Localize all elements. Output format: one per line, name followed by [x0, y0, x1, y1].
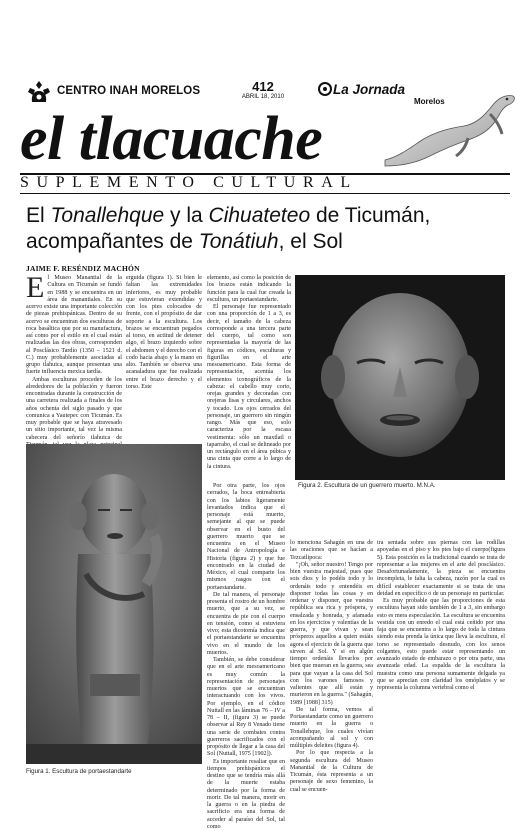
article-column-2 [126, 275, 202, 441]
article-column-1 [26, 275, 122, 441]
article-column-4 [290, 540, 373, 770]
paragraph: tra sentada sobre sus piernas con las rodillas apoyadas en el piso y los pies bajo el cuerpo(figura 5). Esta posición es la tradicional cuando se trata de representar a las mujeres en el arte del posclásico. Desafortunadamente, la pieza se encuentra incompleta, le falta la cabeza, razón por la cual es difícil establecer exactamente si se trata de una deidad en específico o de un personaje en particular. [377, 540, 505, 598]
jornada-logo-icon [318, 82, 332, 96]
article-title: El Tonallehque y la Cihuateteo de Ticumán, acompañantes de Tonátiuh, el Sol [26, 203, 501, 255]
paragraph: "¡Oh, señor nuestro! Tengo por bien vuestra majestad, pues que sois dios y lo podéis todo y lo ordenáis todo y entendéis en disponer todas las cosas y en ordenar y disponer, que vuestra república sea rica y próspera, y ensalzada y honrada, y afamada en los ejercicios y valentías de la guerra, y que vivan y sean prósperos aquellos a quien estáis agora el ejercicio de la guerra que sirven al Sol. Y si en algún tiempo ordenáis llevarlos por bien que mueran en la guerra, sea para que vayan a la casa del Sol con los varones famosos y valientes que allí están y murieron en la guerra." (Sahagún, 1989 [1988] 315) [290, 562, 373, 707]
paragraph: lo menciona Sahagún en una de las oraciones que se hacían a Tezcatlipoca: [290, 540, 373, 562]
paragraph: El personaje fue representado con una proporción de 1 a 3, es decir, el tamaño de la cabeza corresponde a una tercera parte del cuerpo, tal como son representadas la mayoría de las figuras en códices, esculturas y figurillas en el arte mesoamericano. Esta forma de representación, acentúa los elementos iconográficos de la cabeza: el cabello muy corto, orejas grandes y decoradas con orejeras lisas y circulares, anchos y tocado. Los ojos cerrados del personaje, un guerrero sin ningún rango. Más que eso, solo caracteriza por la escasa vestimenta: sólo un maxtlatl o taparrabo, el cual se delineado por un rectángulo en el área púbica y una cinta que corre a lo largo de la cintura. [207, 304, 291, 471]
org-name: CENTRO INAH MORELOS [57, 85, 200, 97]
article-column-5 [377, 540, 505, 770]
figure-1-caption: Figura 1. Escultura de portaestandarte [26, 768, 132, 775]
paragraph: Es muy probable que las proporciones de esta escultura hayan sido también de 1 a 3, sin embargo esto es mera especulación. La escultura se encuentra vestida con un enredo el cual está ceñido por una faja que se encuentra a lo largo de toda la cintura siendo esta prenda la única que lleva la escultura, el torso se representado desnudo, con los senos colgantes, esto puede estar representando un avanzado estado de embarazo o por otra parte, una avanzada edad. La espalda de la escultura la muestra como una persona sumamente delgada ya que se aprecian con claridad los omóplatos y se representa la columna vertebral como el [377, 598, 505, 692]
paragraph: l Museo Manantial de la Cultura en Ticumán se fundó en 1988 y se encuentra en un área de manantiales. En su acervo existe una importante colección de piezas prehispánicas. Dentro de su acervo se encuentran dos esculturas de roca basáltica que por su manufactura, así como por el estilo en el cual están realizadas las dos obras, corresponden al Posclásico Tardío (1350 – 1521 d. C.) muy probablemente asociadas al grupo tlahuica, aunque presentan una fuerte influencia mexica tardía. [26, 275, 122, 377]
issue-number: 412 [238, 80, 288, 93]
standard-bearer-sculpture-image [26, 444, 202, 764]
paragraph: De tal manera, el personaje presenta el rostro de un hombre muerto, que a su vez, se encuentra de pie con el cuerpo en tensión, como si estuviera vivo; esta dicotomía indica que el portaestandarte se encuentra vivo en el mundo de los muertos. [207, 592, 285, 657]
header-rule-bottom [20, 193, 510, 194]
paragraph: También, se debe considerar que en el arte mesoamericano es muy común la representación de personajes muertos que se encuentran interactuando con los vivos. Por ejemplo, en el códice Nuttall en las láminas 76 – IV a 78 – II, (figura 3) se puede observar al Rey 8 Venado tiene una serie de combates contra guerreros sacrificados con el propósito de llegar a la casa del Sol (Nuttall, 1975 [1902]). [207, 657, 285, 759]
inah-logo-icon [26, 80, 52, 104]
byline: JAIME F. RESÉNDIZ MACHÓN [26, 264, 140, 273]
lizard-tlacuache-icon [380, 88, 518, 168]
newspaper-sub: Morelos [414, 97, 445, 106]
paragraph: erguida (figura 1). Si bien le faltan las extremidades inferiores, es muy probable que estuvieran extendidas y con los pies colocados de frente, con el propósito de dar soporte a la escultura. Los brazos se encuentran pegados al torso, en actitud de detener algo, el brazo izquierdo sobre el abdomen y el derecho con el codo hacia abajo y la mano en alto. También se observa una acanaladura que fue realizada entre el brazo derecho y el torso. Este [126, 275, 202, 391]
newspaper-name: La Jornada [333, 83, 405, 97]
supplement-label: SUPLEMENTO CULTURAL [20, 174, 510, 192]
paragraph: Por otra parte, los ojos cerrados, la boca entreabierta con los labios ligeramente levantados indica que el personaje está muerto, semejante al que se puede observar en el busto del guerrero muerto que se encuentra en el Museo Nacional de Antropología e Historia (figura 2) y que fue encontrado en la ciudad de México, el cual comparte los mismos rasgos con el portaestandarte. [207, 483, 285, 592]
figure-2-photo [295, 275, 505, 480]
paragraph: De tal forma, vemos al Portaestandarte como un guerrero muerto en la guerra o Tonallehque, los cuales vivían acompañando al sol y con múltiples deleites (figura 4). [290, 707, 373, 751]
figure-2-caption: Figura 2. Escultura de un guerrero muerto. M.N.A. [298, 482, 436, 489]
masthead-title: el tlacuache [20, 108, 322, 170]
paragraph: Ambas esculturas proceden de los alrededores de la población y fueron encontradas durante la construcción de una carretera realizada a finales de los años ochenta del siglo pasado y que comunica a Yautepec con Ticumán. Es muy probable que se haya atravesado un sitio importante, tal vez la misma cabecera del señorío tlahuica de [26, 377, 122, 457]
paragraph: elemento, así como la posición de los brazos están indicando la función para la cual fue creada la escultura, un portaestandarte. [207, 275, 291, 304]
drop-cap: E [26, 276, 44, 300]
figure-1-photo [26, 444, 202, 764]
paragraph: Es importante resaltar que en tiempos prehispánicos el destino que se tendría más allá de la muerte estaba determinado por la forma de morir. De tal manera, morir en la guerra o en la piedra de sacrificio era una forma de acceder al paraíso del Sol, tal como [207, 759, 285, 831]
issue-info [238, 80, 288, 101]
dead-warrior-head-image [295, 275, 505, 480]
paragraph: Por lo que respecta a la segunda escultura del Museo Manantial de la Cultura de Ticumán, ésta representa a un personaje de sexo femenino, la cual se encuen- [290, 750, 373, 794]
article-column-3-continued [207, 483, 285, 766]
article-column-3 [207, 275, 291, 483]
issue-date: ABRIL 18, 2010 [238, 93, 288, 101]
